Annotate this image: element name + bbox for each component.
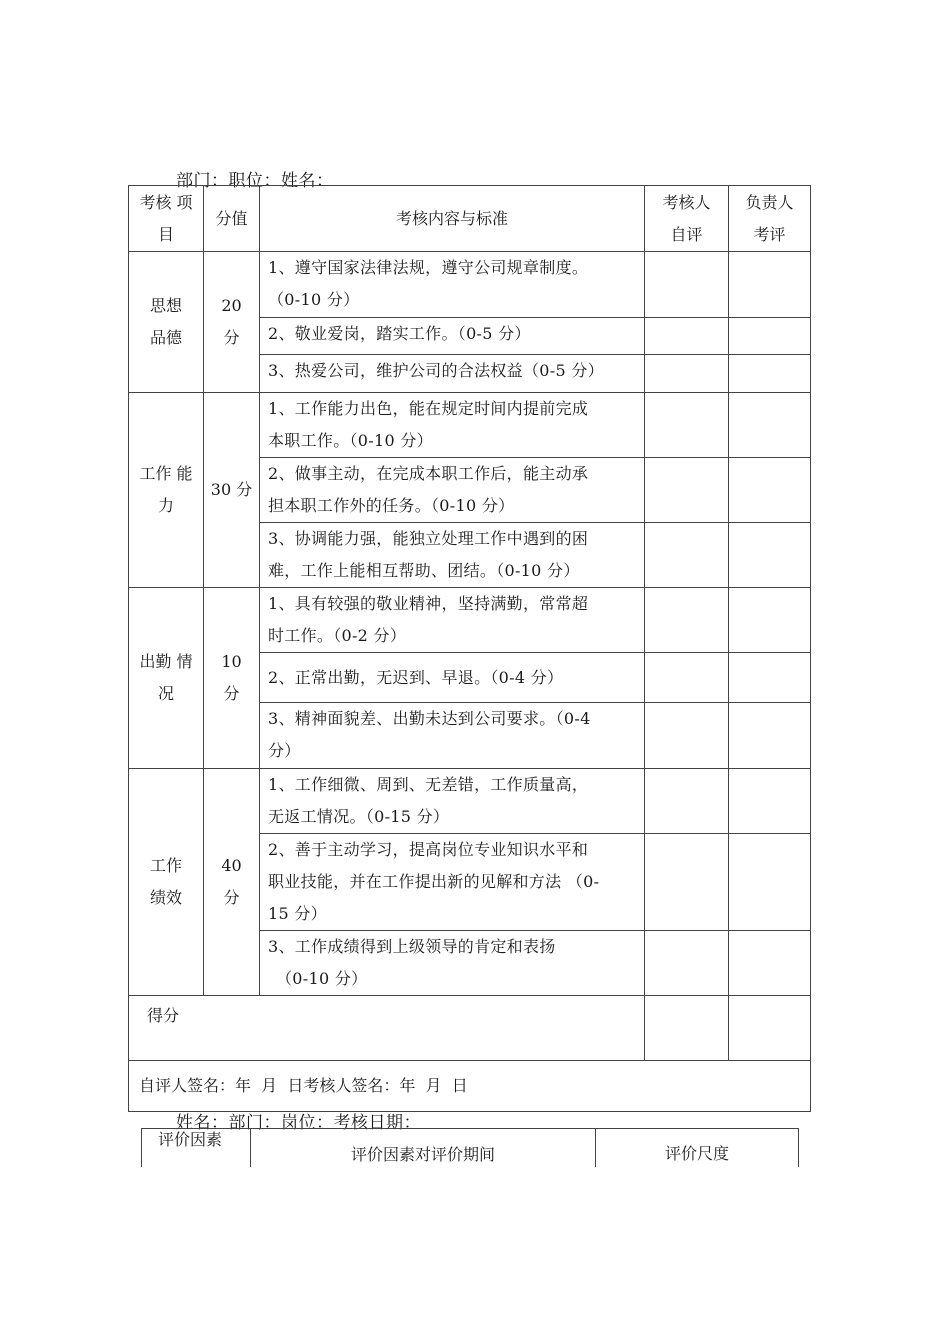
col-header-content: 考核内容与标准 bbox=[260, 186, 645, 252]
table-row bbox=[129, 252, 811, 318]
self-score-cell[interactable] bbox=[645, 252, 729, 318]
self-score-cell[interactable] bbox=[645, 458, 729, 523]
col-header-factor: 评价因素 bbox=[142, 1129, 251, 1167]
col-header-scale: 评价尺度 bbox=[596, 1129, 799, 1167]
signature-row bbox=[129, 1061, 811, 1112]
group-name: 工作 能 力 bbox=[129, 393, 204, 588]
lead-score-cell[interactable] bbox=[729, 931, 811, 996]
self-score-cell[interactable] bbox=[645, 834, 729, 931]
lead-score-cell[interactable] bbox=[729, 252, 811, 318]
lead-score-cell[interactable] bbox=[729, 458, 811, 523]
evaluation-table bbox=[128, 185, 811, 1112]
col-header-self: 考核人 自评 bbox=[645, 186, 729, 252]
col-header-item: 考核 项 目 bbox=[129, 186, 204, 252]
criterion: 1、工作能力出色，能在规定时间内提前完成 本职工作。（0-10 分） bbox=[260, 393, 645, 458]
self-score-cell[interactable] bbox=[645, 393, 729, 458]
lead-score-cell[interactable] bbox=[729, 769, 811, 834]
col-header-factor-period: 评价因素对评价期间 bbox=[251, 1129, 596, 1167]
lead-score-cell[interactable] bbox=[729, 523, 811, 588]
group-score: 10 分 bbox=[204, 588, 260, 769]
lead-score-cell[interactable] bbox=[729, 393, 811, 458]
criterion: 2、敬业爱岗，踏实工作。（0-5 分） bbox=[260, 318, 645, 355]
score-label: 得分 bbox=[129, 996, 645, 1061]
self-score-cell[interactable] bbox=[645, 931, 729, 996]
self-score-cell[interactable] bbox=[645, 703, 729, 769]
score-row bbox=[129, 996, 811, 1061]
col-header-score: 分值 bbox=[204, 186, 260, 252]
self-total-cell[interactable] bbox=[645, 996, 729, 1061]
lead-score-cell[interactable] bbox=[729, 588, 811, 653]
header-fields-2: 姓名：部门：岗位：考核日期： bbox=[176, 1113, 421, 1133]
criterion: 1、具有较强的敬业精神，坚持满勤，常常超 时工作。（0-2 分） bbox=[260, 588, 645, 653]
self-score-cell[interactable] bbox=[645, 318, 729, 355]
self-score-cell[interactable] bbox=[645, 653, 729, 703]
lead-score-cell[interactable] bbox=[729, 355, 811, 393]
criterion: 2、正常出勤，无迟到、早退。（0-4 分） bbox=[260, 653, 645, 703]
self-score-cell[interactable] bbox=[645, 523, 729, 588]
group-name: 出勤 情 况 bbox=[129, 588, 204, 769]
table-row bbox=[129, 588, 811, 653]
lead-score-cell[interactable] bbox=[729, 834, 811, 931]
group-name: 工作 绩效 bbox=[129, 769, 204, 996]
signature-line: 自评人签名：年 月 日考核人签名：年 月 日 bbox=[129, 1061, 811, 1112]
criterion: 1、工作细微、周到、无差错，工作质量高， 无返工情况。（0-15 分） bbox=[260, 769, 645, 834]
table-header-row bbox=[142, 1129, 799, 1167]
group-name: 思想 品德 bbox=[129, 252, 204, 393]
group-score: 20 分 bbox=[204, 252, 260, 393]
group-score: 40 分 bbox=[204, 769, 260, 996]
self-score-cell[interactable] bbox=[645, 355, 729, 393]
criterion: 3、热爱公司，维护公司的合法权益（0-5 分） bbox=[260, 355, 645, 393]
group-score: 30 分 bbox=[204, 393, 260, 588]
header-fields: 部门：职位：姓名： bbox=[176, 171, 334, 191]
lead-total-cell[interactable] bbox=[729, 996, 811, 1061]
self-score-cell[interactable] bbox=[645, 769, 729, 834]
criterion: 1、遵守国家法律法规，遵守公司规章制度。 （0-10 分） bbox=[260, 252, 645, 318]
factor-table bbox=[141, 1128, 799, 1167]
self-score-cell[interactable] bbox=[645, 588, 729, 653]
table-header-row bbox=[129, 186, 811, 252]
criterion: 3、精神面貌差、出勤未达到公司要求。（0-4 分） bbox=[260, 703, 645, 769]
lead-score-cell[interactable] bbox=[729, 703, 811, 769]
table-row bbox=[129, 393, 811, 458]
criterion: 2、善于主动学习，提高岗位专业知识水平和 职业技能，并在工作提出新的见解和方法 （0- 15 分） bbox=[260, 834, 645, 931]
lead-score-cell[interactable] bbox=[729, 318, 811, 355]
table-row bbox=[129, 769, 811, 834]
col-header-lead: 负责人 考评 bbox=[729, 186, 811, 252]
criterion: 3、工作成绩得到上级领导的肯定和表扬 （0-10 分） bbox=[260, 931, 645, 996]
criterion: 3、协调能力强，能独立处理工作中遇到的困 难，工作上能相互帮助、团结。（0-10 分） bbox=[260, 523, 645, 588]
criterion: 2、做事主动，在完成本职工作后，能主动承 担本职工作外的任务。（0-10 分） bbox=[260, 458, 645, 523]
lead-score-cell[interactable] bbox=[729, 653, 811, 703]
